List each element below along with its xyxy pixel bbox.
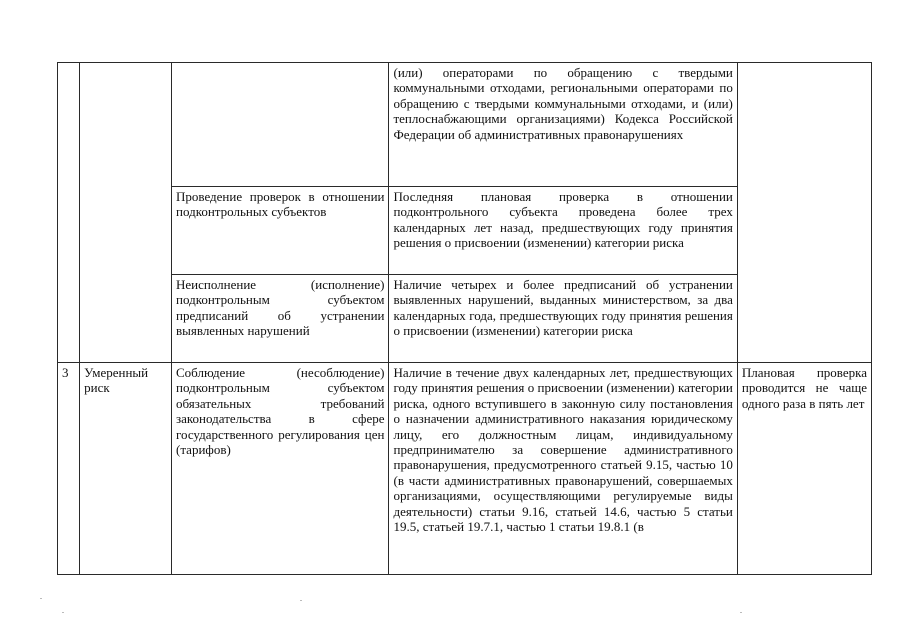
row-number-cell: 3 [58, 363, 80, 575]
frequency-cell: Плановая проверка проводится не чаще одного раза в пять лет [737, 363, 871, 575]
table-row [58, 363, 872, 575]
scan-speck [740, 612, 742, 613]
scan-speck [300, 600, 302, 601]
frequency-cell [737, 63, 871, 363]
indicator-cell: Наличие четырех и более предписаний об устранении выявленных нарушений, выданных министерством, за два календарных года, предшествующих году принятия решения о присвоении (изменении) категории риска [389, 275, 737, 363]
row-number-cell [58, 63, 80, 363]
indicator-cell: Последняя плановая проверка в отношении подконтрольного субъекта проведена более трех календарных лет назад, предшествующих году принятия решения о присвоении (изменении) категории риска [389, 187, 737, 275]
table-row [58, 63, 872, 187]
indicator-cell: Наличие в течение двух календарных лет, предшествующих году принятия решения о присвоении (изменении) категории риска, одного вступившего в законную силу постановления о назначении административного наказания юридическому лицу, его должностным лицам, индивидуальному предпринимателю за совершение административного правонарушения, предусмотренного статьей 9.15, частью 10 (в части административных правонарушений, совершаемых организациями, осуществляющими регулируемые виды деятельности) статьи 9.16, статьей 14.6, частью 5 статьи 19.5, статьей 19.7.1, частью 1 статьи 19.8.1 (в [389, 363, 737, 575]
risk-category-cell [80, 63, 172, 363]
risk-category-cell: Умеренный риск [80, 363, 172, 575]
scan-speck [40, 598, 42, 599]
criterion-cell: Проведение проверок в отношении подконтрольных субъектов [172, 187, 389, 275]
criterion-cell: Неисполнение (исполнение) подконтрольным субъектом предписаний об устранении выявленных нарушений [172, 275, 389, 363]
criterion-cell: Соблюдение (несоблюдение) подконтрольным субъектом обязательных требований законодательства в сфере государственного регулирования цен (тарифов) [172, 363, 389, 575]
criterion-cell [172, 63, 389, 187]
indicator-cell: (или) операторами по обращению с твердыми коммунальными отходами, региональными операторами по обращению с твердыми коммунальными отходами, и (или) теплоснабжающими организациями) Кодекса Российской Федерации об административных правонарушениях [389, 63, 737, 187]
scan-speck [62, 612, 64, 613]
risk-category-table [57, 62, 872, 575]
